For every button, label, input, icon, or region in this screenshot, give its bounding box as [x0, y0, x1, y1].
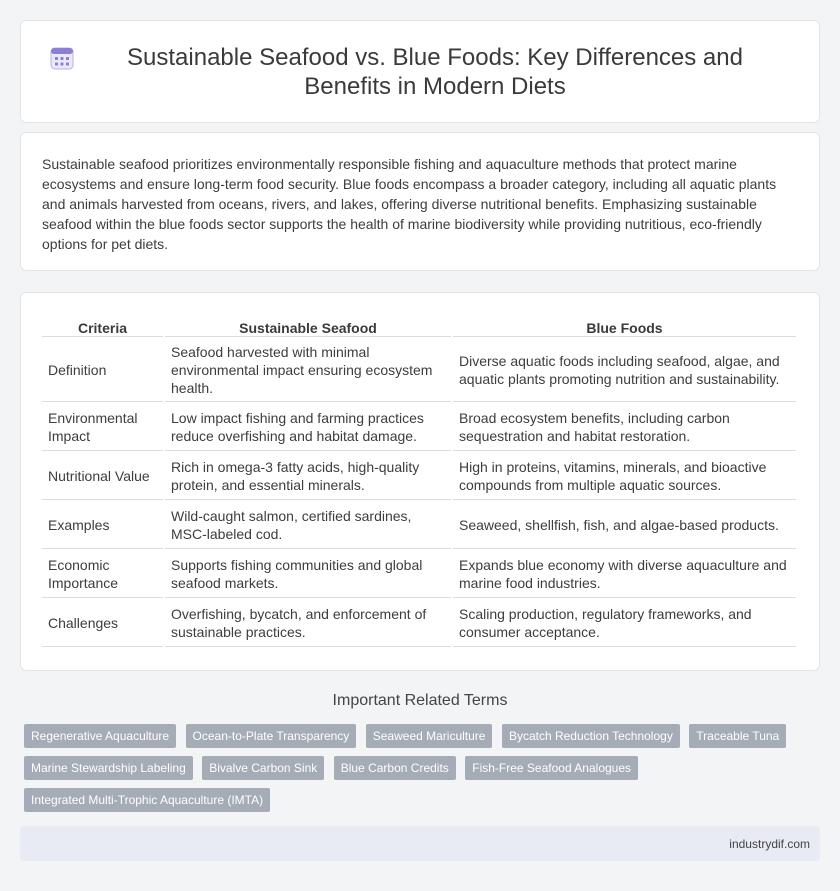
table-row: [42, 551, 796, 598]
criteria-cell: Challenges: [42, 600, 163, 647]
related-term-tag[interactable]: Integrated Multi-Trophic Aquaculture (IMTA): [24, 788, 270, 812]
sustainable-seafood-cell: Wild-caught salmon, certified sardines, MSC-labeled cod.: [165, 502, 451, 549]
blue-foods-cell: High in proteins, vitamins, minerals, and bioactive compounds from multiple aquatic sources.: [453, 453, 796, 500]
blue-foods-cell: Expands blue economy with diverse aquaculture and marine food industries.: [453, 551, 796, 598]
sustainable-seafood-cell: Low impact fishing and farming practices reduce overfishing and habitat damage.: [165, 404, 451, 451]
criteria-cell: Nutritional Value: [42, 453, 163, 500]
header-card: [20, 20, 820, 123]
blue-foods-cell: Seaweed, shellfish, fish, and algae-based products.: [453, 502, 796, 549]
blue-foods-cell: Scaling production, regulatory frameworks, and consumer acceptance.: [453, 600, 796, 647]
related-terms-heading: Important Related Terms: [332, 692, 508, 709]
footer-site-link[interactable]: industrydif.com: [729, 837, 810, 851]
criteria-cell: Examples: [42, 502, 163, 549]
related-term-tag[interactable]: Bivalve Carbon Sink: [202, 756, 324, 780]
table-row: [42, 404, 796, 451]
table-row: [42, 502, 796, 549]
blue-foods-cell: Broad ecosystem benefits, including carbon sequestration and habitat restoration.: [453, 404, 796, 451]
comparison-table: [40, 313, 798, 649]
related-term-tag[interactable]: Traceable Tuna: [689, 724, 786, 748]
intro-card: [20, 132, 820, 271]
related-terms-list: [24, 724, 794, 820]
header-sustainable-seafood: Sustainable Seafood: [165, 315, 451, 337]
sustainable-seafood-cell: Overfishing, bycatch, and enforcement of sustainable practices.: [165, 600, 451, 647]
footer: [20, 826, 820, 861]
table-row: [42, 453, 796, 500]
criteria-cell: Environmental Impact: [42, 404, 163, 451]
criteria-cell: Definition: [42, 339, 163, 402]
table-row: [42, 600, 796, 647]
related-term-tag[interactable]: Ocean-to-Plate Transparency: [186, 724, 357, 748]
table-row: [42, 339, 796, 402]
header-blue-foods: Blue Foods: [453, 315, 796, 337]
intro-paragraph: Sustainable seafood prioritizes environmentally responsible fishing and aquaculture methods that protect marine ecosystems and ensure long-term food security. Blue foods encompass a broader category, including all aquatic plants and animals harvested from oceans, rivers, and lakes, offering diverse nutritional benefits. Emphasizing sustainable seafood within the blue foods sector supports the health of marine biodiversity while providing nutritious, eco-friendly options for pet diets.: [42, 156, 777, 252]
related-term-tag[interactable]: Fish-Free Seafood Analogues: [465, 756, 638, 780]
related-term-tag[interactable]: Marine Stewardship Labeling: [24, 756, 193, 780]
sustainable-seafood-cell: Supports fishing communities and global seafood markets.: [165, 551, 451, 598]
table-header-row: [42, 315, 796, 337]
blue-foods-cell: Diverse aquatic foods including seafood, algae, and aquatic plants promoting nutrition and sustainability.: [453, 339, 796, 402]
sustainable-seafood-cell: Seafood harvested with minimal environmental impact ensuring ecosystem health.: [165, 339, 451, 402]
sustainable-seafood-cell: Rich in omega-3 fatty acids, high-quality protein, and essential minerals.: [165, 453, 451, 500]
page-title: Sustainable Seafood vs. Blue Foods: Key Differences and Benefits in Modern Diets: [127, 44, 743, 100]
related-term-tag[interactable]: Bycatch Reduction Technology: [502, 724, 680, 748]
related-term-tag[interactable]: Seaweed Mariculture: [366, 724, 493, 748]
related-term-tag[interactable]: Regenerative Aquaculture: [24, 724, 176, 748]
criteria-cell: Economic Importance: [42, 551, 163, 598]
related-term-tag[interactable]: Blue Carbon Credits: [334, 756, 456, 780]
comparison-table-card: [20, 292, 820, 671]
header-criteria: Criteria: [42, 315, 163, 337]
